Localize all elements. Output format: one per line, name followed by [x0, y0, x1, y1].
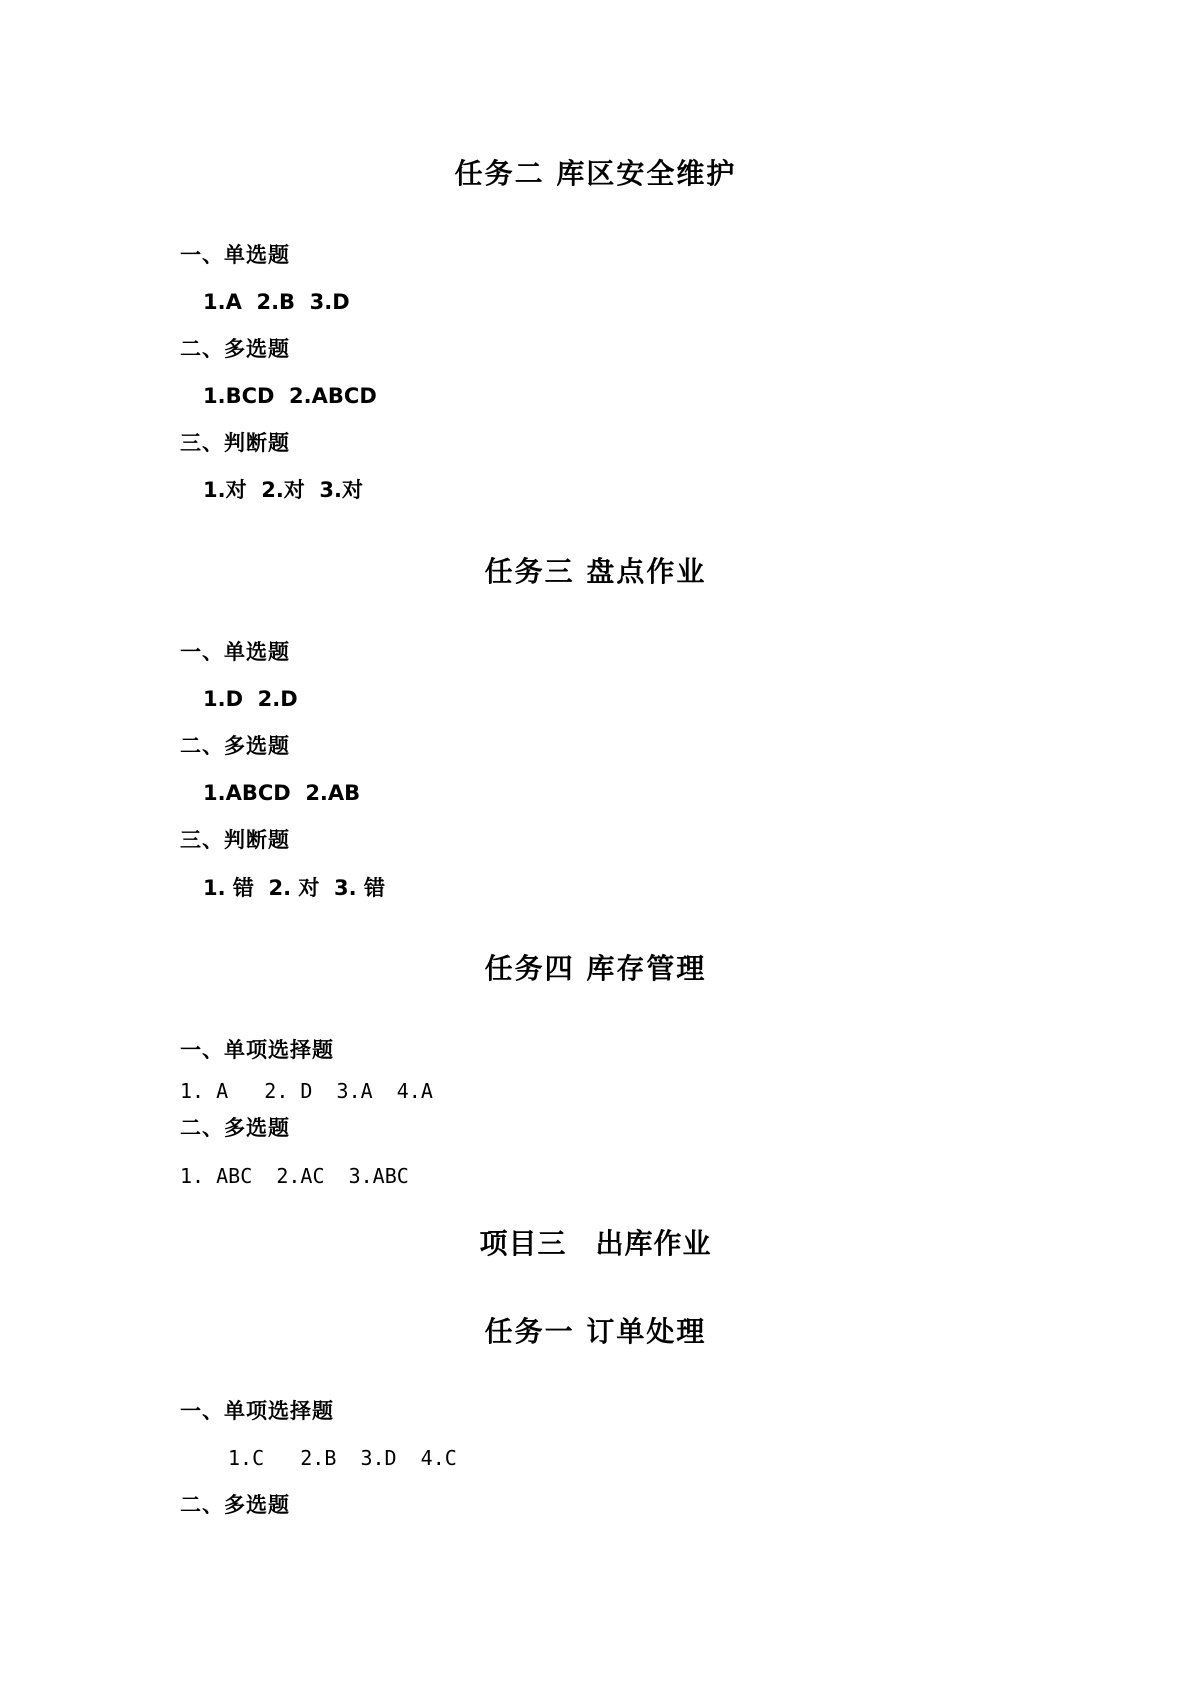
answer-line: 1. 错 2. 对 3. 错 [203, 876, 385, 900]
question-type-heading: 二、多选题 [180, 1116, 290, 1140]
answer-line: 1. A 2. D 3.A 4.A [180, 1079, 433, 1103]
question-type-heading: 三、判断题 [180, 828, 290, 852]
section-title: 任务四 库存管理 [484, 952, 707, 985]
question-type-heading: 二、多选题 [180, 1493, 290, 1517]
question-type-heading: 二、多选题 [180, 337, 290, 361]
answer-line: 1.C 2.B 3.D 4.C [228, 1446, 457, 1470]
answer-line: 1.ABCD 2.AB [203, 781, 361, 805]
answer-line: 1. ABC 2.AC 3.ABC [180, 1164, 409, 1188]
question-type-heading: 三、判断题 [180, 431, 290, 455]
question-type-heading: 一、单选题 [180, 243, 290, 267]
section-title: 任务二 库区安全维护 [454, 157, 737, 190]
answer-line: 1.BCD 2.ABCD [203, 384, 377, 408]
answer-line: 1.A 2.B 3.D [203, 290, 350, 314]
question-type-heading: 一、单项选择题 [180, 1399, 334, 1423]
question-type-heading: 一、单选题 [180, 640, 290, 664]
project-title: 项目三 出库作业 [479, 1227, 712, 1260]
answer-line: 1.D 2.D [203, 687, 298, 711]
answer-line: 1.对 2.对 3.对 [203, 478, 364, 502]
section-title: 任务三 盘点作业 [484, 555, 707, 588]
section-title: 任务一 订单处理 [484, 1315, 707, 1348]
question-type-heading: 一、单项选择题 [180, 1038, 334, 1062]
question-type-heading: 二、多选题 [180, 734, 290, 758]
